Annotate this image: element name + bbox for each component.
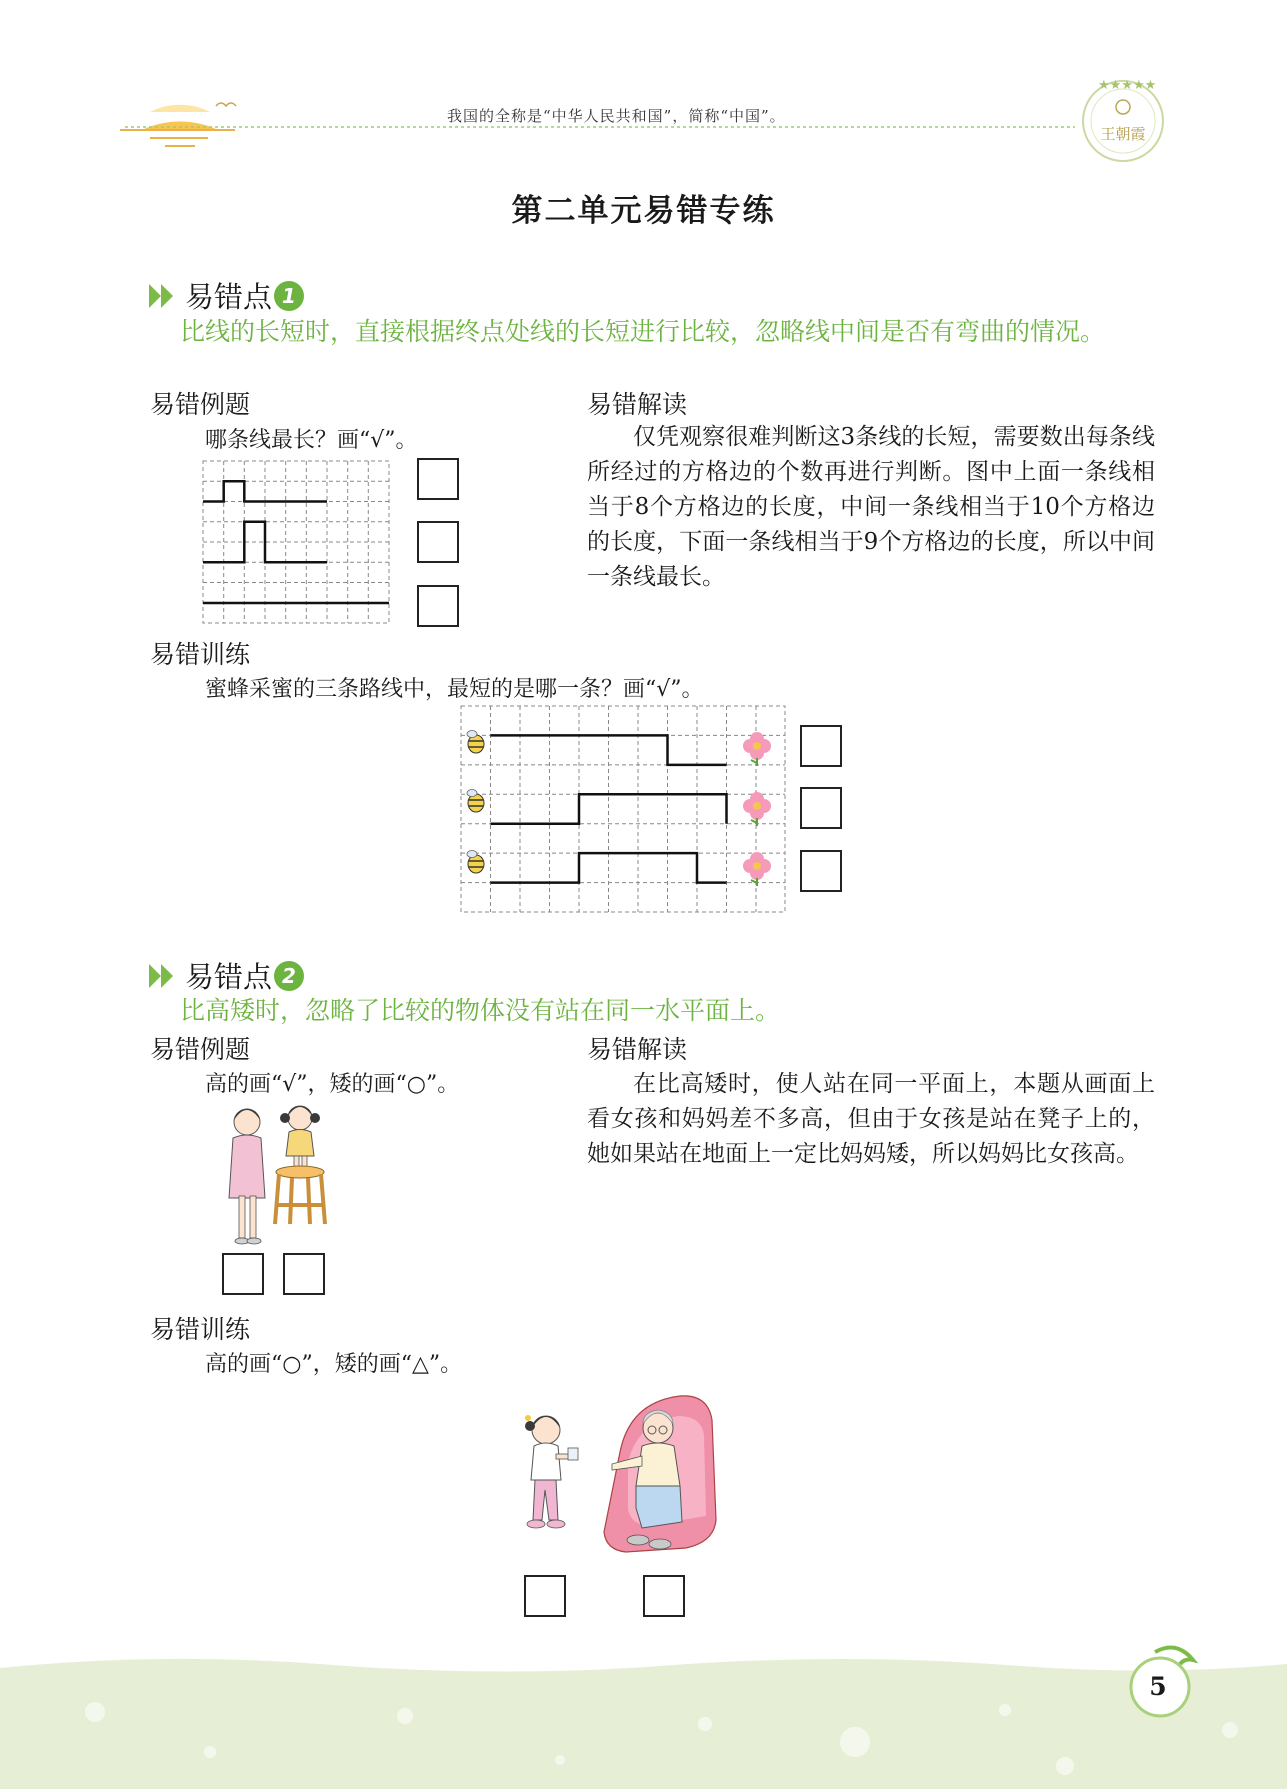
answer-box-line-top[interactable]: [417, 458, 459, 500]
answer-box-girl[interactable]: [283, 1253, 325, 1295]
bee-icon: [467, 851, 484, 874]
flower-icon: [743, 732, 771, 766]
point1-analysis-label: 易错解读: [587, 390, 688, 419]
answer-box-route-top[interactable]: [800, 725, 842, 767]
point1-heading-text: 易错点: [185, 280, 273, 314]
point1-example-question: 哪条线最长？画“√”。: [205, 428, 418, 453]
answer-box-girl-training[interactable]: [524, 1575, 566, 1617]
point1-training-question: 蜜蜂采蜜的三条路线中，最短的是哪一条？画“√”。: [205, 677, 704, 702]
point2-number-badge: 2: [274, 961, 304, 991]
answer-box-grandmother[interactable]: [643, 1575, 685, 1617]
point2-analysis-label: 易错解读: [587, 1035, 688, 1064]
point2-training-label: 易错训练: [150, 1315, 251, 1344]
footer-decoration: [0, 1640, 1287, 1789]
flower-icon: [743, 792, 771, 826]
girl-figure: [525, 1415, 578, 1528]
line-grid-figure: [200, 458, 395, 628]
bee-icon: [467, 731, 484, 754]
mother-figure: [229, 1109, 265, 1244]
bee-route-grid-figure: [458, 703, 788, 915]
point2-summary: 比高矮时，忽略了比较的物体没有站在同一水平面上。: [180, 996, 781, 1025]
sun-icon: [120, 103, 236, 146]
point1-training-label: 易错训练: [150, 640, 251, 669]
answer-box-route-bottom[interactable]: [800, 850, 842, 892]
mother-and-girl-on-stool-illustration: [215, 1100, 350, 1250]
point2-training-question: 高的画“○”，矮的画“△”。: [205, 1352, 463, 1377]
point1-analysis-text: 仅凭观察很难判断这3条线的长短，需要数出每条线所经过的方格边的个数再进行判断。图中上面一条线相当于8个方格边的长度，中间一条线相当于10个方格边的长度，下面一条线相当于9个方格边的长度，所以中间一条线最长。: [587, 424, 1155, 590]
answer-box-line-bottom[interactable]: [417, 585, 459, 627]
girl-on-stool-figure: [275, 1106, 325, 1224]
point1-summary: 比线的长短时，直接根据终点处线的长短进行比较，忽略线中间是否有弯曲的情况。: [180, 317, 1106, 346]
header-decoration: [0, 0, 1287, 170]
point1-heading: [147, 275, 304, 316]
flower-icon: [743, 852, 771, 886]
svg-text:★★★★★: ★★★★★: [1098, 78, 1157, 93]
point2-analysis-text: 在比高矮时，使人站在同一平面上，本题从画面上看女孩和妈妈差不多高，但由于女孩是站在凳子上的，她如果站在地面上一定比妈妈矮，所以妈妈比女孩高。: [587, 1071, 1155, 1167]
point1-example-label: 易错例题: [150, 390, 251, 419]
header-slogan: 我国的全称是“中华人民共和国”，简称“中国”。: [447, 107, 786, 125]
page-number: 5: [1149, 1672, 1167, 1701]
logo-icon: [1083, 78, 1163, 161]
double-arrow-icon: [147, 281, 177, 311]
answer-box-route-middle[interactable]: [800, 787, 842, 829]
answer-box-line-middle[interactable]: [417, 521, 459, 563]
answer-box-mother[interactable]: [222, 1253, 264, 1295]
point2-example-label: 易错例题: [150, 1035, 251, 1064]
point1-number-badge: 1: [274, 281, 304, 311]
page-title: 第二单元易错专练: [511, 193, 776, 229]
grandmother-in-armchair-figure: [604, 1396, 716, 1552]
bee-icon: [467, 790, 484, 813]
point2-example-question: 高的画“√”，矮的画“○”。: [205, 1072, 460, 1097]
point2-heading-text: 易错点: [185, 960, 273, 994]
logo-text: 王朝霞: [1100, 125, 1146, 143]
double-arrow-icon: [147, 961, 177, 991]
girl-and-grandmother-illustration: [508, 1392, 753, 1562]
point2-heading: [147, 955, 304, 996]
